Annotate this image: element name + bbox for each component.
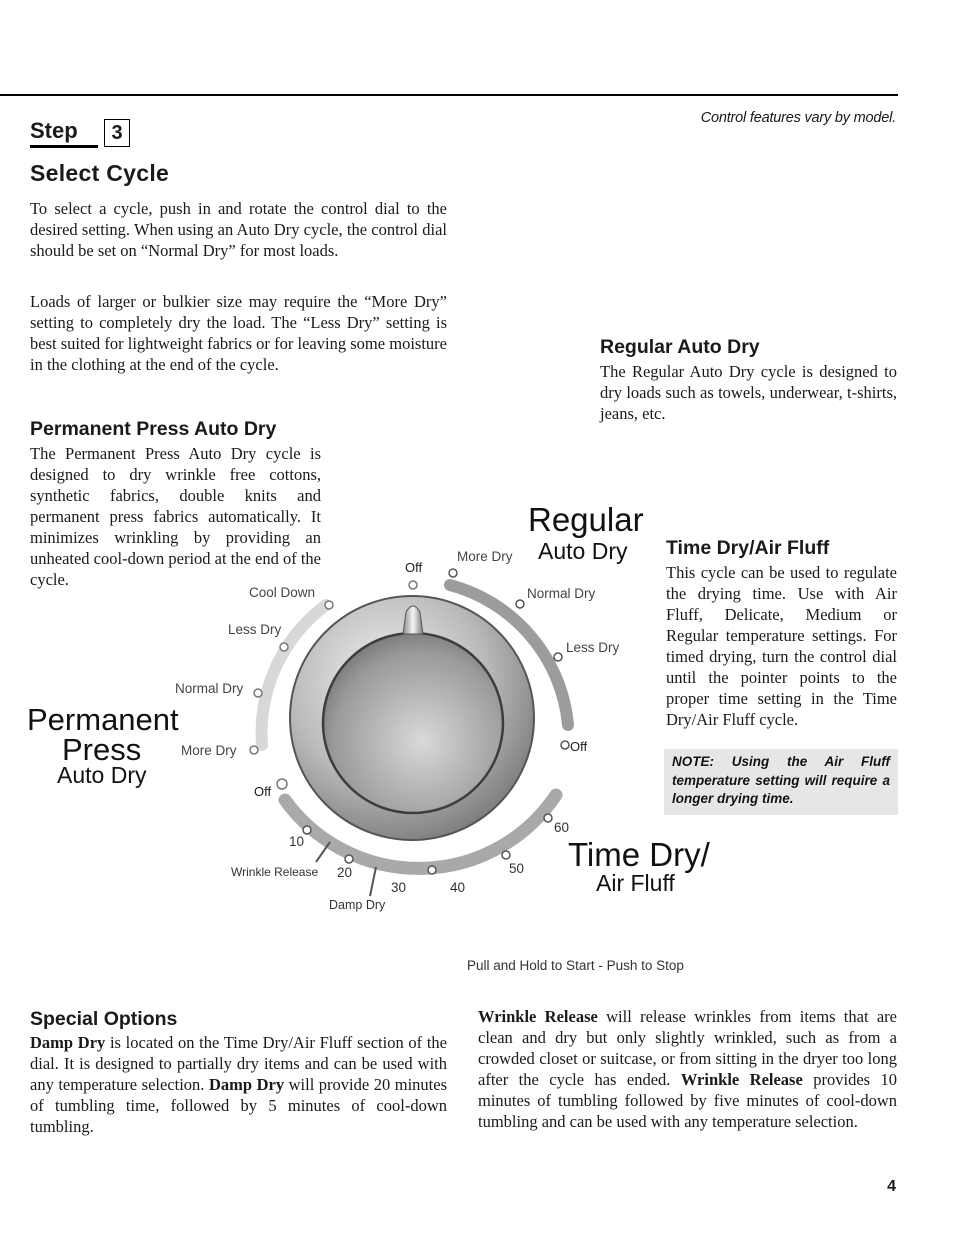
page-title: Select Cycle	[30, 160, 170, 186]
dial-label-off-top: Off	[405, 560, 423, 575]
wrinkle-bold-1: Wrinkle Release	[478, 1007, 598, 1026]
wrinkle-text-2: provides 10 minutes of tumbling followed by five minutes of cool-down tumbling and can be used with any temperature selection.	[478, 1070, 897, 1131]
dial-label-off-left: Off	[254, 784, 272, 799]
tick-off-top	[409, 581, 417, 589]
intro-paragraph-2: Loads of larger or bulkier size may require the “More Dry” setting to completely dry the load. The “Less Dry” setting is best suited for lightweight fabrics or for leaving some moisture in the clothing at the end of the cycle.	[30, 292, 447, 374]
wrinkle-bold-2: Wrinkle Release	[680, 1070, 803, 1089]
dial-time-title: Time Dry/	[568, 836, 710, 873]
dial-label-less-dry-right: Less Dry	[566, 640, 620, 655]
page-number: 4	[887, 1178, 896, 1195]
perm-press-heading: Permanent Press Auto Dry	[30, 418, 277, 440]
tick-normal-dry-right	[516, 600, 524, 608]
dial-regular-sub: Auto Dry	[538, 538, 628, 564]
damp-dry-bold-1: Damp Dry	[30, 1033, 106, 1052]
damp-dry-text-2: will provide 20 minutes of tumbling time, followed by 5 minutes of cool-down tumbling.	[30, 1075, 447, 1136]
damp-dry-line	[370, 867, 376, 896]
dial-knob-center	[323, 633, 503, 813]
dial-time-sub: Air Fluff	[596, 870, 675, 896]
time-dry-heading: Time Dry/Air Fluff	[666, 537, 830, 559]
special-options-heading: Special Options	[30, 1008, 178, 1030]
dial-footer: Pull and Hold to Start - Push to Stop	[467, 958, 684, 973]
wrinkle-release-paragraph	[478, 1006, 897, 1132]
dial-label-60: 60	[554, 820, 570, 835]
dial-regular-title: Regular	[528, 501, 644, 538]
dial-label-off-right: Off	[570, 739, 588, 754]
note-body: Using the Air Fluff temperature setting will require a longer drying time.	[672, 754, 890, 806]
tick-off-left	[277, 779, 287, 789]
dial-perm-title-1: Permanent	[27, 702, 179, 737]
dial-label-20: 20	[337, 865, 353, 880]
tick-40	[428, 866, 436, 874]
tick-less-dry-left	[280, 643, 288, 651]
perm-press-text: The Permanent Press Auto Dry cycle is designed to dry wrinkle free cottons, synthetic fabrics, double knits and permanent press fabrics automatically. It minimizes wrinkling by providing an unheated cool-down period at the end of the cycle.	[30, 444, 321, 589]
intro-paragraph-1: To select a cycle, push in and rotate the control dial to the desired setting. When using an Auto Dry cycle, the control dial should be set on “Normal Dry” for most loads.	[30, 199, 447, 260]
dial-label-40: 40	[450, 880, 466, 895]
dial-label-damp-dry: Damp Dry	[329, 898, 386, 912]
dial-perm-title-2: Press	[62, 732, 142, 767]
damp-dry-paragraph	[30, 1032, 447, 1137]
dial-label-30: 30	[391, 880, 407, 895]
dial-label-normal-dry-left: Normal Dry	[175, 681, 244, 696]
tick-10	[303, 826, 311, 834]
tick-20	[345, 855, 353, 863]
tick-more-dry-left	[250, 746, 258, 754]
dial-label-more-dry-right: More Dry	[457, 549, 513, 564]
dial-label-less-dry-left: Less Dry	[228, 622, 282, 637]
regular-heading: Regular Auto Dry	[600, 336, 760, 358]
dial-label-wrinkle-release: Wrinkle Release	[231, 865, 319, 879]
dial-label-normal-dry-right: Normal Dry	[527, 586, 596, 601]
tick-more-dry-right	[449, 569, 457, 577]
tick-less-dry-right	[554, 653, 562, 661]
tick-cool-down	[325, 601, 333, 609]
dial-label-10: 10	[289, 834, 305, 849]
tick-normal-dry-left	[254, 689, 262, 697]
dial-label-cool-down: Cool Down	[249, 585, 316, 600]
step-label: Step	[30, 118, 98, 148]
tick-off-right	[561, 741, 569, 749]
step-number: 3	[104, 119, 130, 147]
time-dry-text: This cycle can be used to regulate the drying time. Use with Air Fluff, Delicate, Medium or Regular temperature settings. For timed drying, turn the control dial until the pointer points to the proper time setting in the Time Dry/Air Fluff cycle.	[666, 563, 897, 729]
damp-dry-text-1: is located on the Time Dry/Air Fluff section of the dial. It is designed to partially dry items and can be used with any temperature selection.	[30, 1033, 448, 1094]
control-note: Control features vary by model.	[700, 110, 896, 126]
damp-dry-bold-2: Damp Dry	[208, 1075, 285, 1094]
tick-50	[502, 851, 510, 859]
dial-label-more-dry-left: More Dry	[181, 743, 237, 758]
dial-label-50: 50	[509, 861, 525, 876]
tick-60	[544, 814, 552, 822]
regular-text: The Regular Auto Dry cycle is designed to dry loads such as towels, underwear, t-shirts, jeans, etc.	[600, 362, 897, 423]
wrinkle-text-1: will release wrinkles from items that are clean and dry but only slightly wrinkled, such as from a crowded closet or suitcase, or from sitting in the dryer too long after the cycle has ended.	[478, 1007, 897, 1089]
note-label: NOTE:	[672, 754, 714, 769]
dial-perm-sub: Auto Dry	[57, 762, 147, 788]
